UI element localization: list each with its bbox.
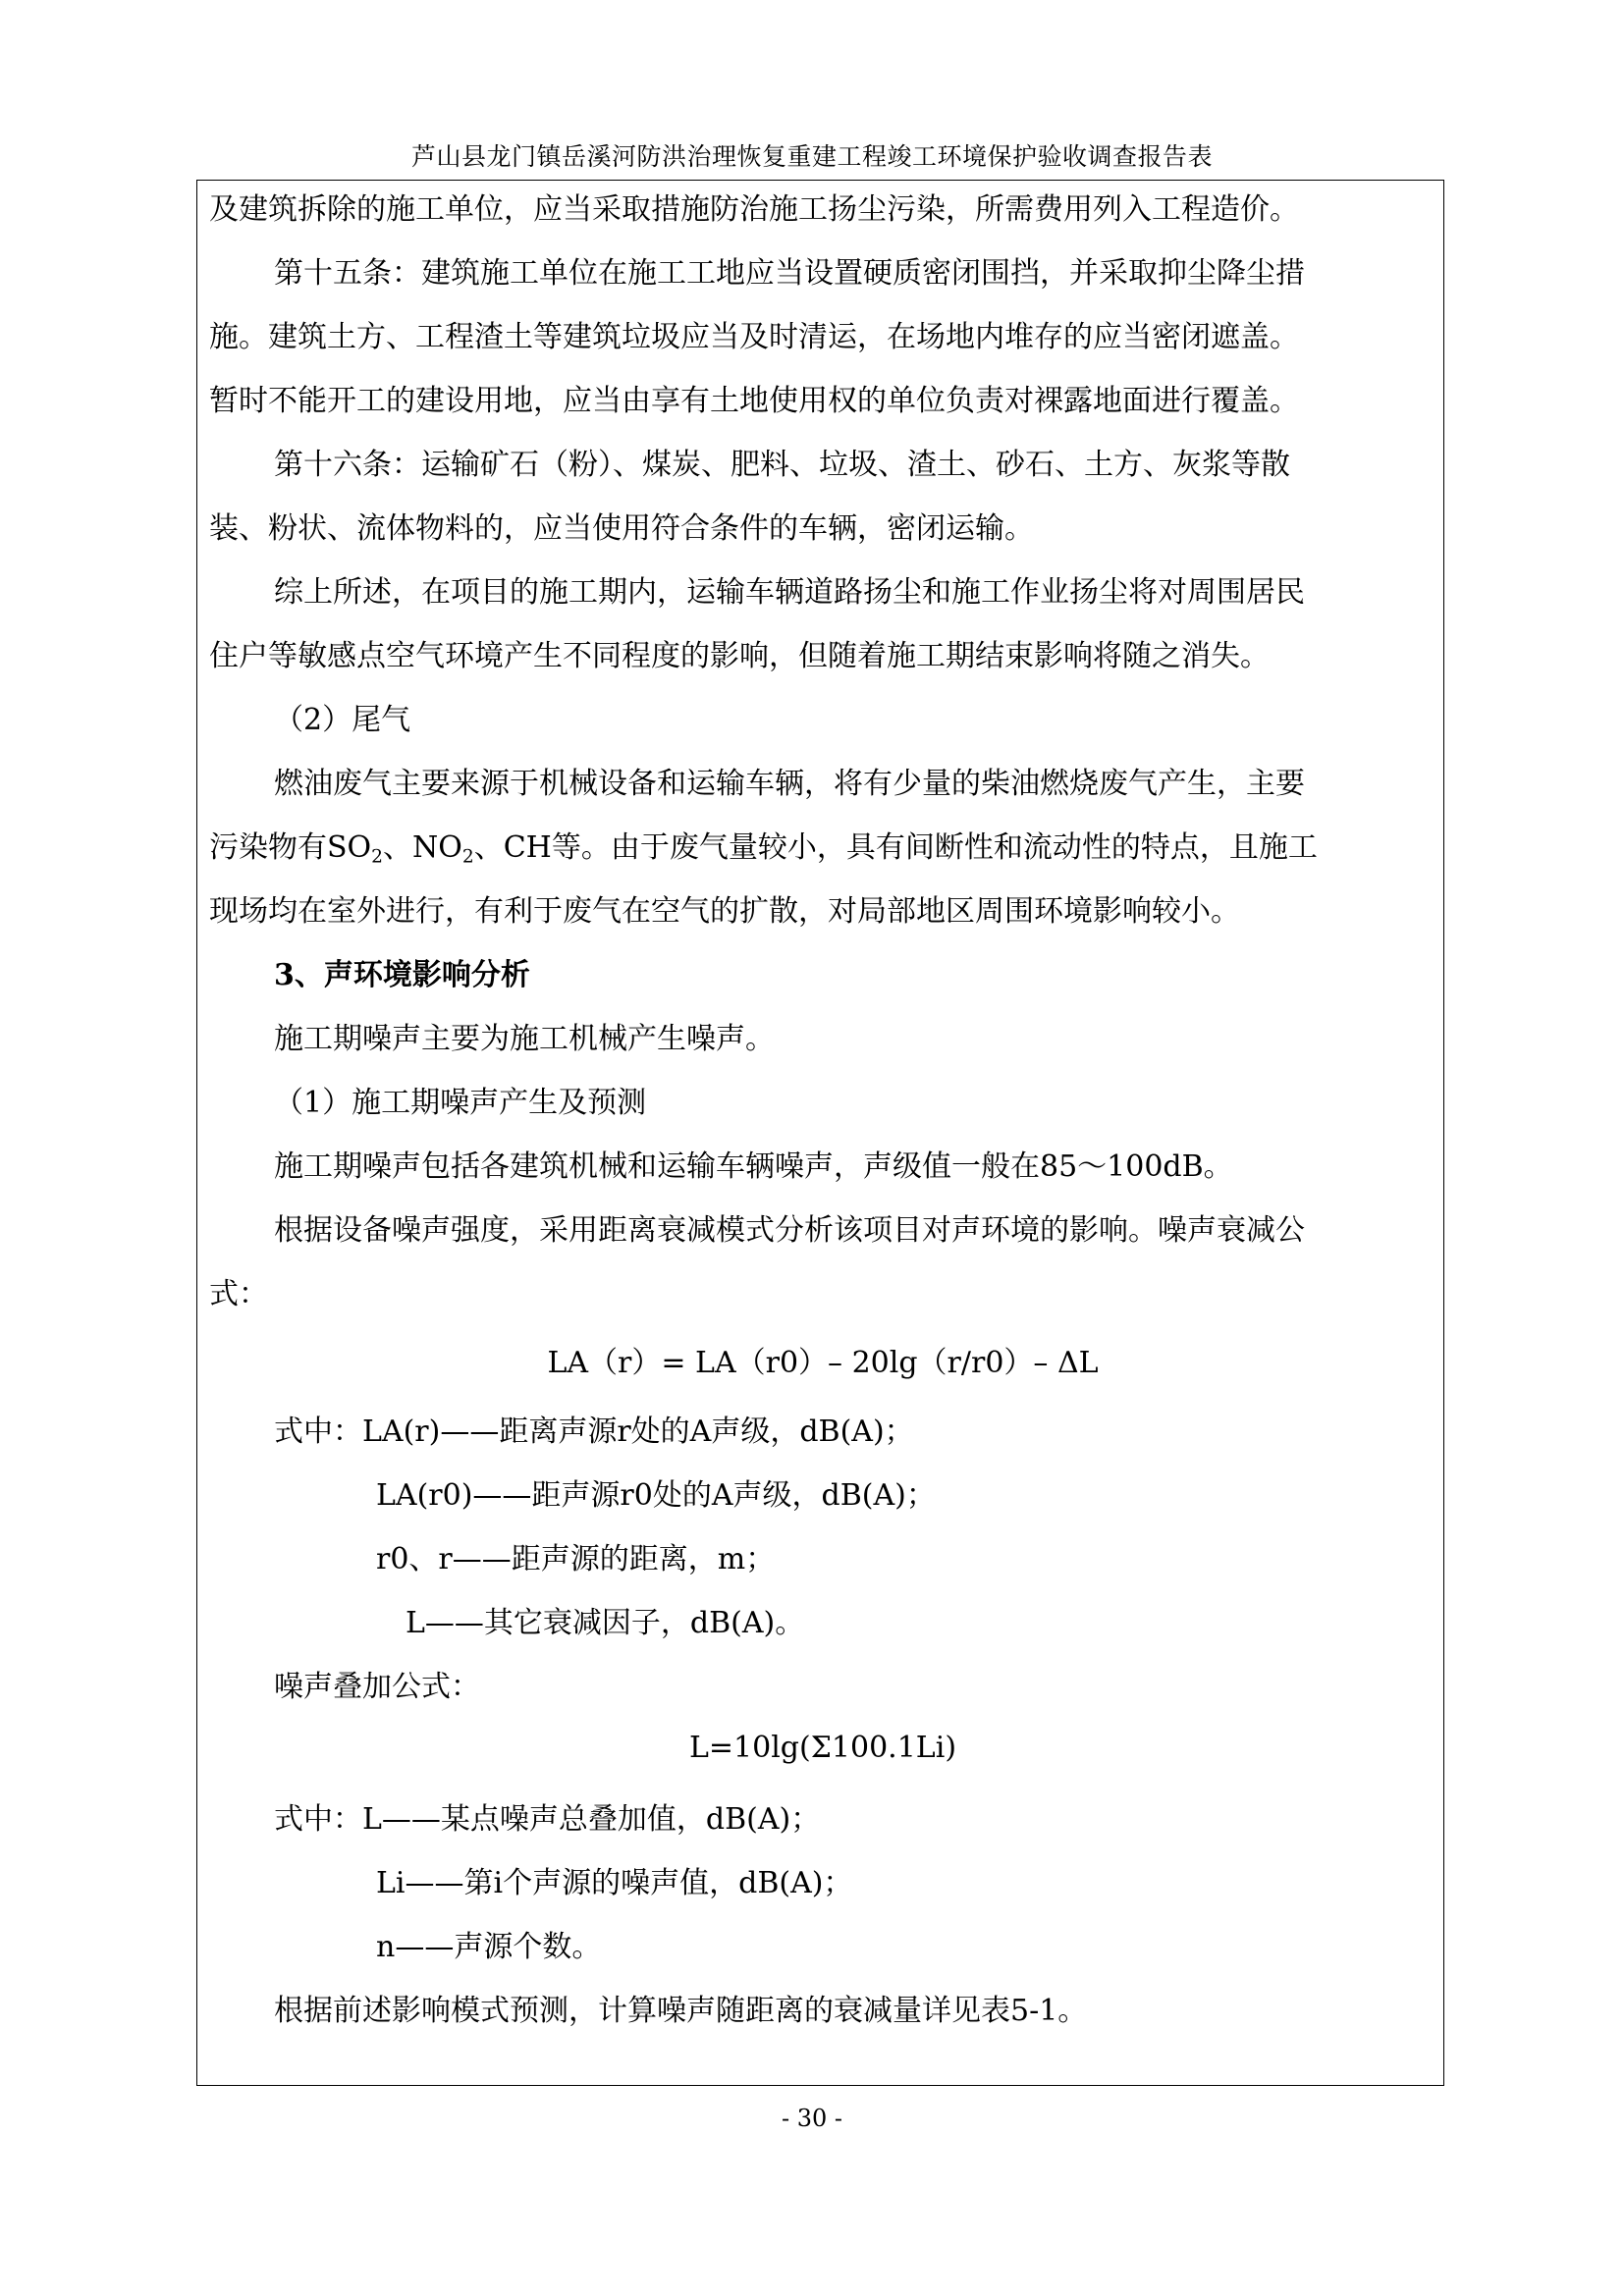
paragraph-line: 燃油废气主要来源于机械设备和运输车辆，将有少量的柴油燃烧废气产生，主要	[274, 767, 1305, 801]
subheading-exhaust: （2）尾气	[274, 703, 411, 737]
paragraph-line: 根据前述影响模式预测，计算噪声随距离的衰减量详见表5-1。	[274, 1994, 1088, 2028]
definition-line: L——其它衰减因子，dB(A)。	[406, 1606, 805, 1640]
definition-line: r0、r——距声源的距离，m；	[376, 1542, 776, 1576]
paragraph-line: 综上所述，在项目的施工期内，运输车辆道路扬尘和施工作业扬尘将对周围居民	[274, 575, 1305, 610]
paragraph-line: 根据设备噪声强度，采用距离衰减模式分析该项目对声环境的影响。噪声衰减公	[274, 1213, 1305, 1248]
paragraph-line: 及建筑拆除的施工单位，应当采取措施防治施工扬尘污染，所需费用列入工程造价。	[209, 192, 1299, 227]
page-number: - 30 -	[781, 2105, 842, 2132]
paragraph-line-pollutants: 污染物有$SO_2$、$NO_2$、CH等。由于废气量较小，具有间断性和流动性的特点，且施工	[209, 830, 1318, 868]
subheading-noise-prediction: （1）施工期噪声产生及预测	[274, 1086, 647, 1120]
paragraph-line: 装、粉状、流体物料的，应当使用符合条件的车辆，密闭运输。	[209, 511, 1034, 546]
section-heading-noise: 3、声环境影响分析	[274, 958, 530, 992]
definition-line: n——声源个数。	[376, 1930, 602, 1964]
definition-line: 式中：LA(r)——距离声源r处的A声级，dB(A)；	[274, 1415, 914, 1449]
definition-line: 式中：L——某点噪声总叠加值，dB(A)；	[274, 1802, 821, 1837]
document-header: 芦山县龙门镇岳溪河防洪治理恢复重建工程竣工环境保护验收调查报告表	[410, 142, 1213, 171]
formula-attenuation: LA（r）= LA（r0）– 20lg（r/r0）– ΔL	[547, 1346, 1099, 1380]
paragraph-line: 式：	[209, 1277, 268, 1311]
paragraph-line: 住户等敏感点空气环境产生不同程度的影响，但随着施工期结束影响将随之消失。	[209, 639, 1270, 673]
paragraph-line: 噪声叠加公式：	[274, 1670, 480, 1704]
formula-superposition: L=10lg(Σ100.1Li)	[688, 1731, 957, 1765]
paragraph-line: 施工期噪声主要为施工机械产生噪声。	[274, 1022, 775, 1056]
definition-line: LA(r0)——距声源r0处的A声级，dB(A)；	[376, 1478, 936, 1513]
paragraph-line: 第十六条：运输矿石（粉）、煤炭、肥料、垃圾、渣土、砂石、土方、灰浆等散	[274, 448, 1290, 482]
definition-line: Li——第i个声源的噪声值，dB(A)；	[376, 1866, 853, 1900]
paragraph-line: 现场均在室外进行，有利于废气在空气的扩散，对局部地区周围环境影响较小。	[209, 894, 1240, 929]
paragraph-line: 施工期噪声包括各建筑机械和运输车辆噪声，声级值一般在85～100dB。	[274, 1149, 1233, 1184]
paragraph-line: 暂时不能开工的建设用地，应当由享有土地使用权的单位负责对裸露地面进行覆盖。	[209, 384, 1299, 418]
paragraph-line: 施。建筑土方、工程渣土等建筑垃圾应当及时清运，在场地内堆存的应当密闭遮盖。	[209, 320, 1299, 354]
paragraph-line: 第十五条：建筑施工单位在施工工地应当设置硬质密闭围挡，并采取抑尘降尘措	[274, 256, 1305, 291]
